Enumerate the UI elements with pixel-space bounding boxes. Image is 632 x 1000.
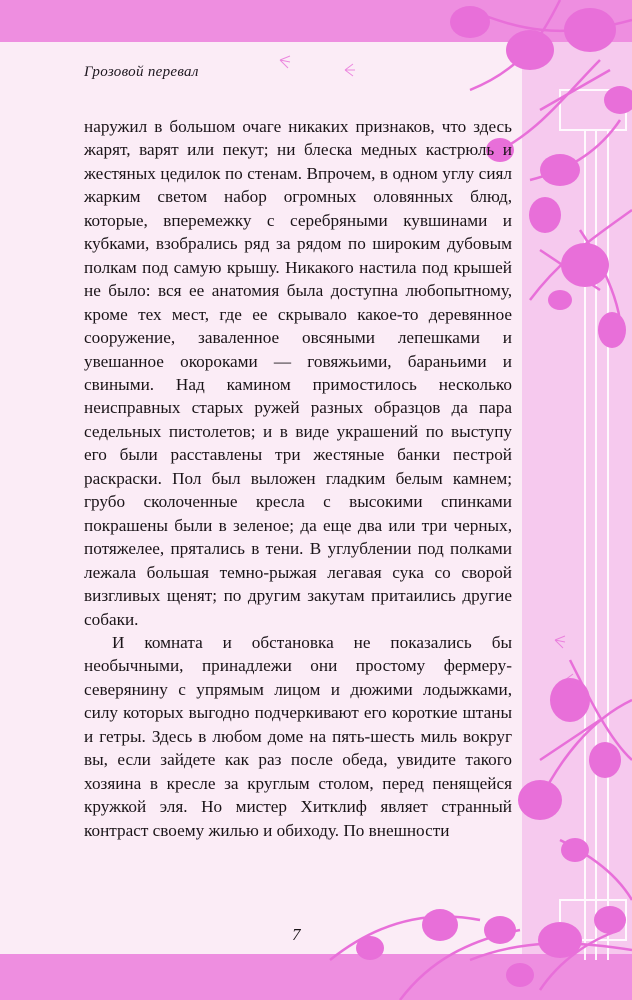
paragraph: И комната и обстановка не показались бы необычными, принадлежи они простому фермеру-северянину с упрямым лицом и дюжими лодыжками, силу которых выгодно подчеркивают его короткие штаны и гетры. Здесь в любом доме на пять-шесть миль вокруг вы, если зайдете как раз после обеда, увидите такого хозяина в кресле за круглым столом, перед пенящейся кружкой эля. Но мистер Хитклиф являет странный контраст своему жилью и обиходу. По внешности	[84, 632, 512, 840]
paragraph: наружил в большом очаге никаких признаков, что здесь жарят, варят или пекут; ни блеска медных кастрюль и жестяных цедилок по стенам. Впрочем, в одном углу сиял жарким светом набор огромных оловянных блюд, которые, вперемежку с серебряными кувшинами и кубками, взобрались ряд за рядом по широким дубовым полкам под самую крышу. Никакого настила под крышей не было: вся ее анатомия была доступна любопытному, кроме тех мест, где ее скрывало какое-то деревянное сооружение, заваленное овсяными лепешками и увешанное окороками — говяжьими, бараньими и свиными. Над камином примостилось несколько неисправных старых ружей разных образцов да пара седельных пистолетов; и в виде украшений по выступу его были расставлены три жестяные банки пестрой раскраски. Пол был выложен гладким белым камнем; грубо сколоченные кресла с высокими спинками покрашены были в зеленое; да еще два или три черных, потяжелее, прятались в тени. В углублении под полками лежала большая темно-рыжая легавая сука со сворой визгливых щенят; по другим закутам притаились другие собаки.	[84, 117, 512, 629]
body-text	[84, 115, 512, 842]
running-head: Грозовой перевал	[84, 64, 199, 80]
page-number: 7	[292, 925, 301, 944]
